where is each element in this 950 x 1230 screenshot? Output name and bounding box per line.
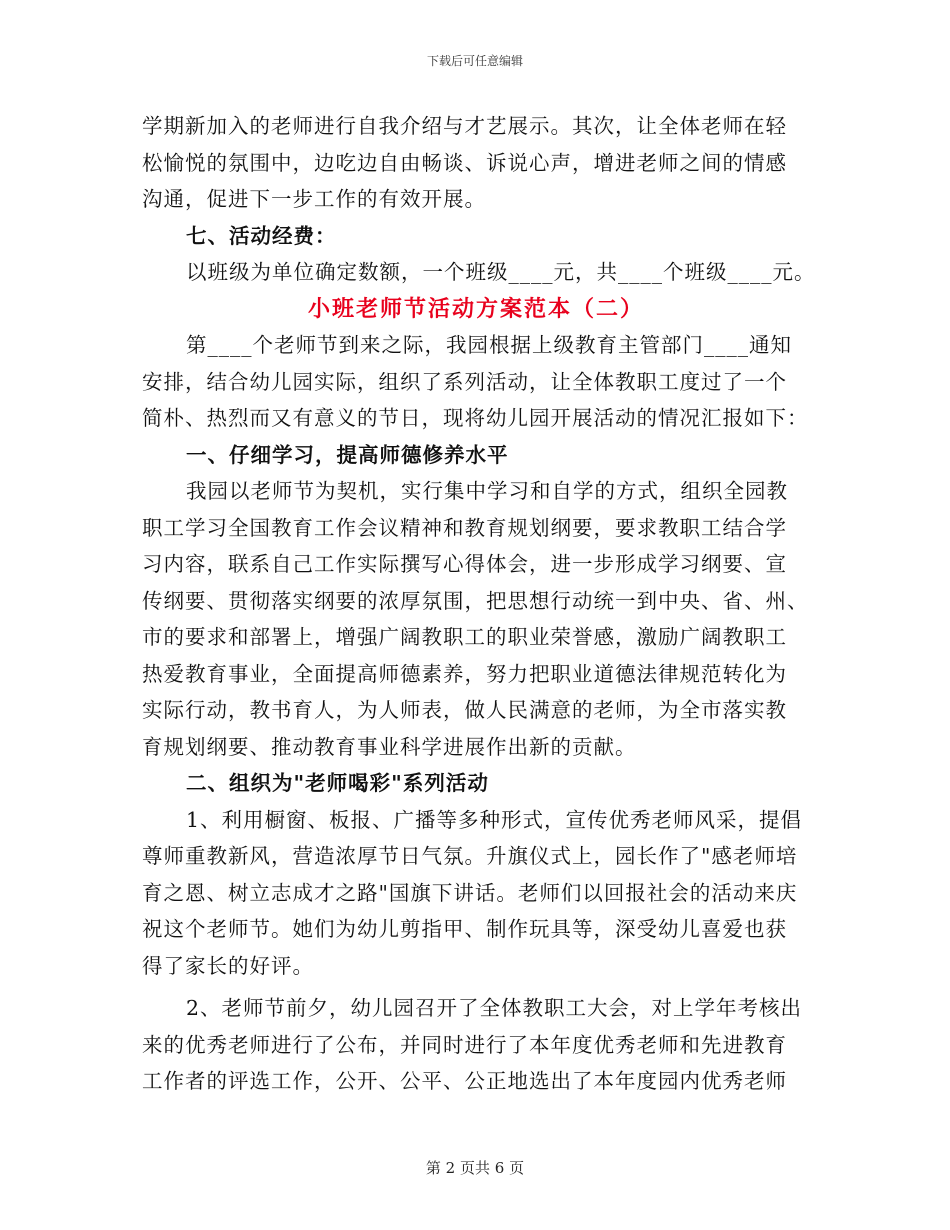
- body-line: 职工学习全国教育工作会议精神和教育规划纲要，要求教职工结合学: [142, 515, 787, 540]
- body-line: 来的优秀老师进行了公布，并同时进行了本年度优秀老师和先进教育: [142, 1032, 787, 1057]
- body-line: 传纲要、贯彻落实纲要的浓厚氛围，把思想行动统一到中央、省、州、: [142, 588, 809, 613]
- document-title: 小班老师节活动方案范本（二）: [307, 295, 644, 322]
- body-line: 松愉悦的氛围中，边吃边自由畅谈、诉说心声，增进老师之间的情感: [142, 150, 787, 175]
- section-heading: 七、活动经费：: [186, 223, 337, 248]
- page-header: 下载后可任意编辑: [426, 54, 523, 68]
- body-line: 工作者的评选工作，公开、公平、公正地选出了本年度园内优秀老师: [142, 1069, 787, 1093]
- body-line: 沟通，促进下一步工作的有效开展。: [142, 187, 486, 211]
- body-line: 安排，结合幼儿园实际，组织了系列活动，让全体教职工度过了一个: [142, 369, 787, 394]
- body-line: 第____个老师节到来之际，我园根据上级教育主管部门____通知: [186, 333, 792, 357]
- body-line: 祝这个老师节。她们为幼儿剪指甲、制作玩具等，深受幼儿喜爱也获: [142, 917, 787, 941]
- body-line: 实际行动，教书育人，为人师表，做人民满意的老师，为全市落实教: [142, 698, 787, 722]
- body-line: 简朴、热烈而又有意义的节日，现将幼儿园开展活动的情况汇报如下：: [142, 406, 809, 430]
- section-heading: 二、组织为"老师喝彩"系列活动: [186, 771, 489, 795]
- body-line: 市的要求和部署上，增强广阔教职工的职业荣誉感，激励广阔教职工: [142, 625, 787, 649]
- body-line: 1、利用橱窗、板报、广播等多种形式，宣传优秀老师风采，提倡: [186, 807, 803, 832]
- body-line: 2、老师节前夕，幼儿园召开了全体教职工大会，对上学年考核出: [186, 996, 803, 1020]
- body-line: 以班级为单位确定数额，一个班级____元，共____个班级____元。: [186, 260, 816, 284]
- body-line: 习内容，联系自己工作实际撰写心得体会，进一步形成学习纲要、宣: [142, 552, 787, 576]
- body-line: 育之恩、树立志成才之路"国旗下讲话。老师们以回报社会的活动来庆: [142, 880, 798, 905]
- body-line: 尊师重教新风，营造浓厚节日气氛。升旗仪式上，园长作了"感老师培: [142, 844, 798, 868]
- body-line: 我园以老师节为契机，实行集中学习和自学的方式，组织全园教: [186, 479, 788, 503]
- body-line: 得了家长的好评。: [142, 953, 314, 978]
- document-body: [142, 108, 816, 1100]
- page-footer: 第 2 页共 6 页: [425, 1159, 525, 1177]
- body-line: 学期新加入的老师进行自我介绍与才艺展示。其次，让全体老师在轻: [142, 114, 787, 138]
- body-line: 热爱教育事业，全面提高师德素养，努力把职业道德法律规范转化为: [142, 661, 787, 686]
- body-line: 育规划纲要、推动教育事业科学进展作出新的贡献。: [142, 734, 637, 759]
- section-heading: 一、仔细学习，提高师德修养水平: [186, 442, 509, 467]
